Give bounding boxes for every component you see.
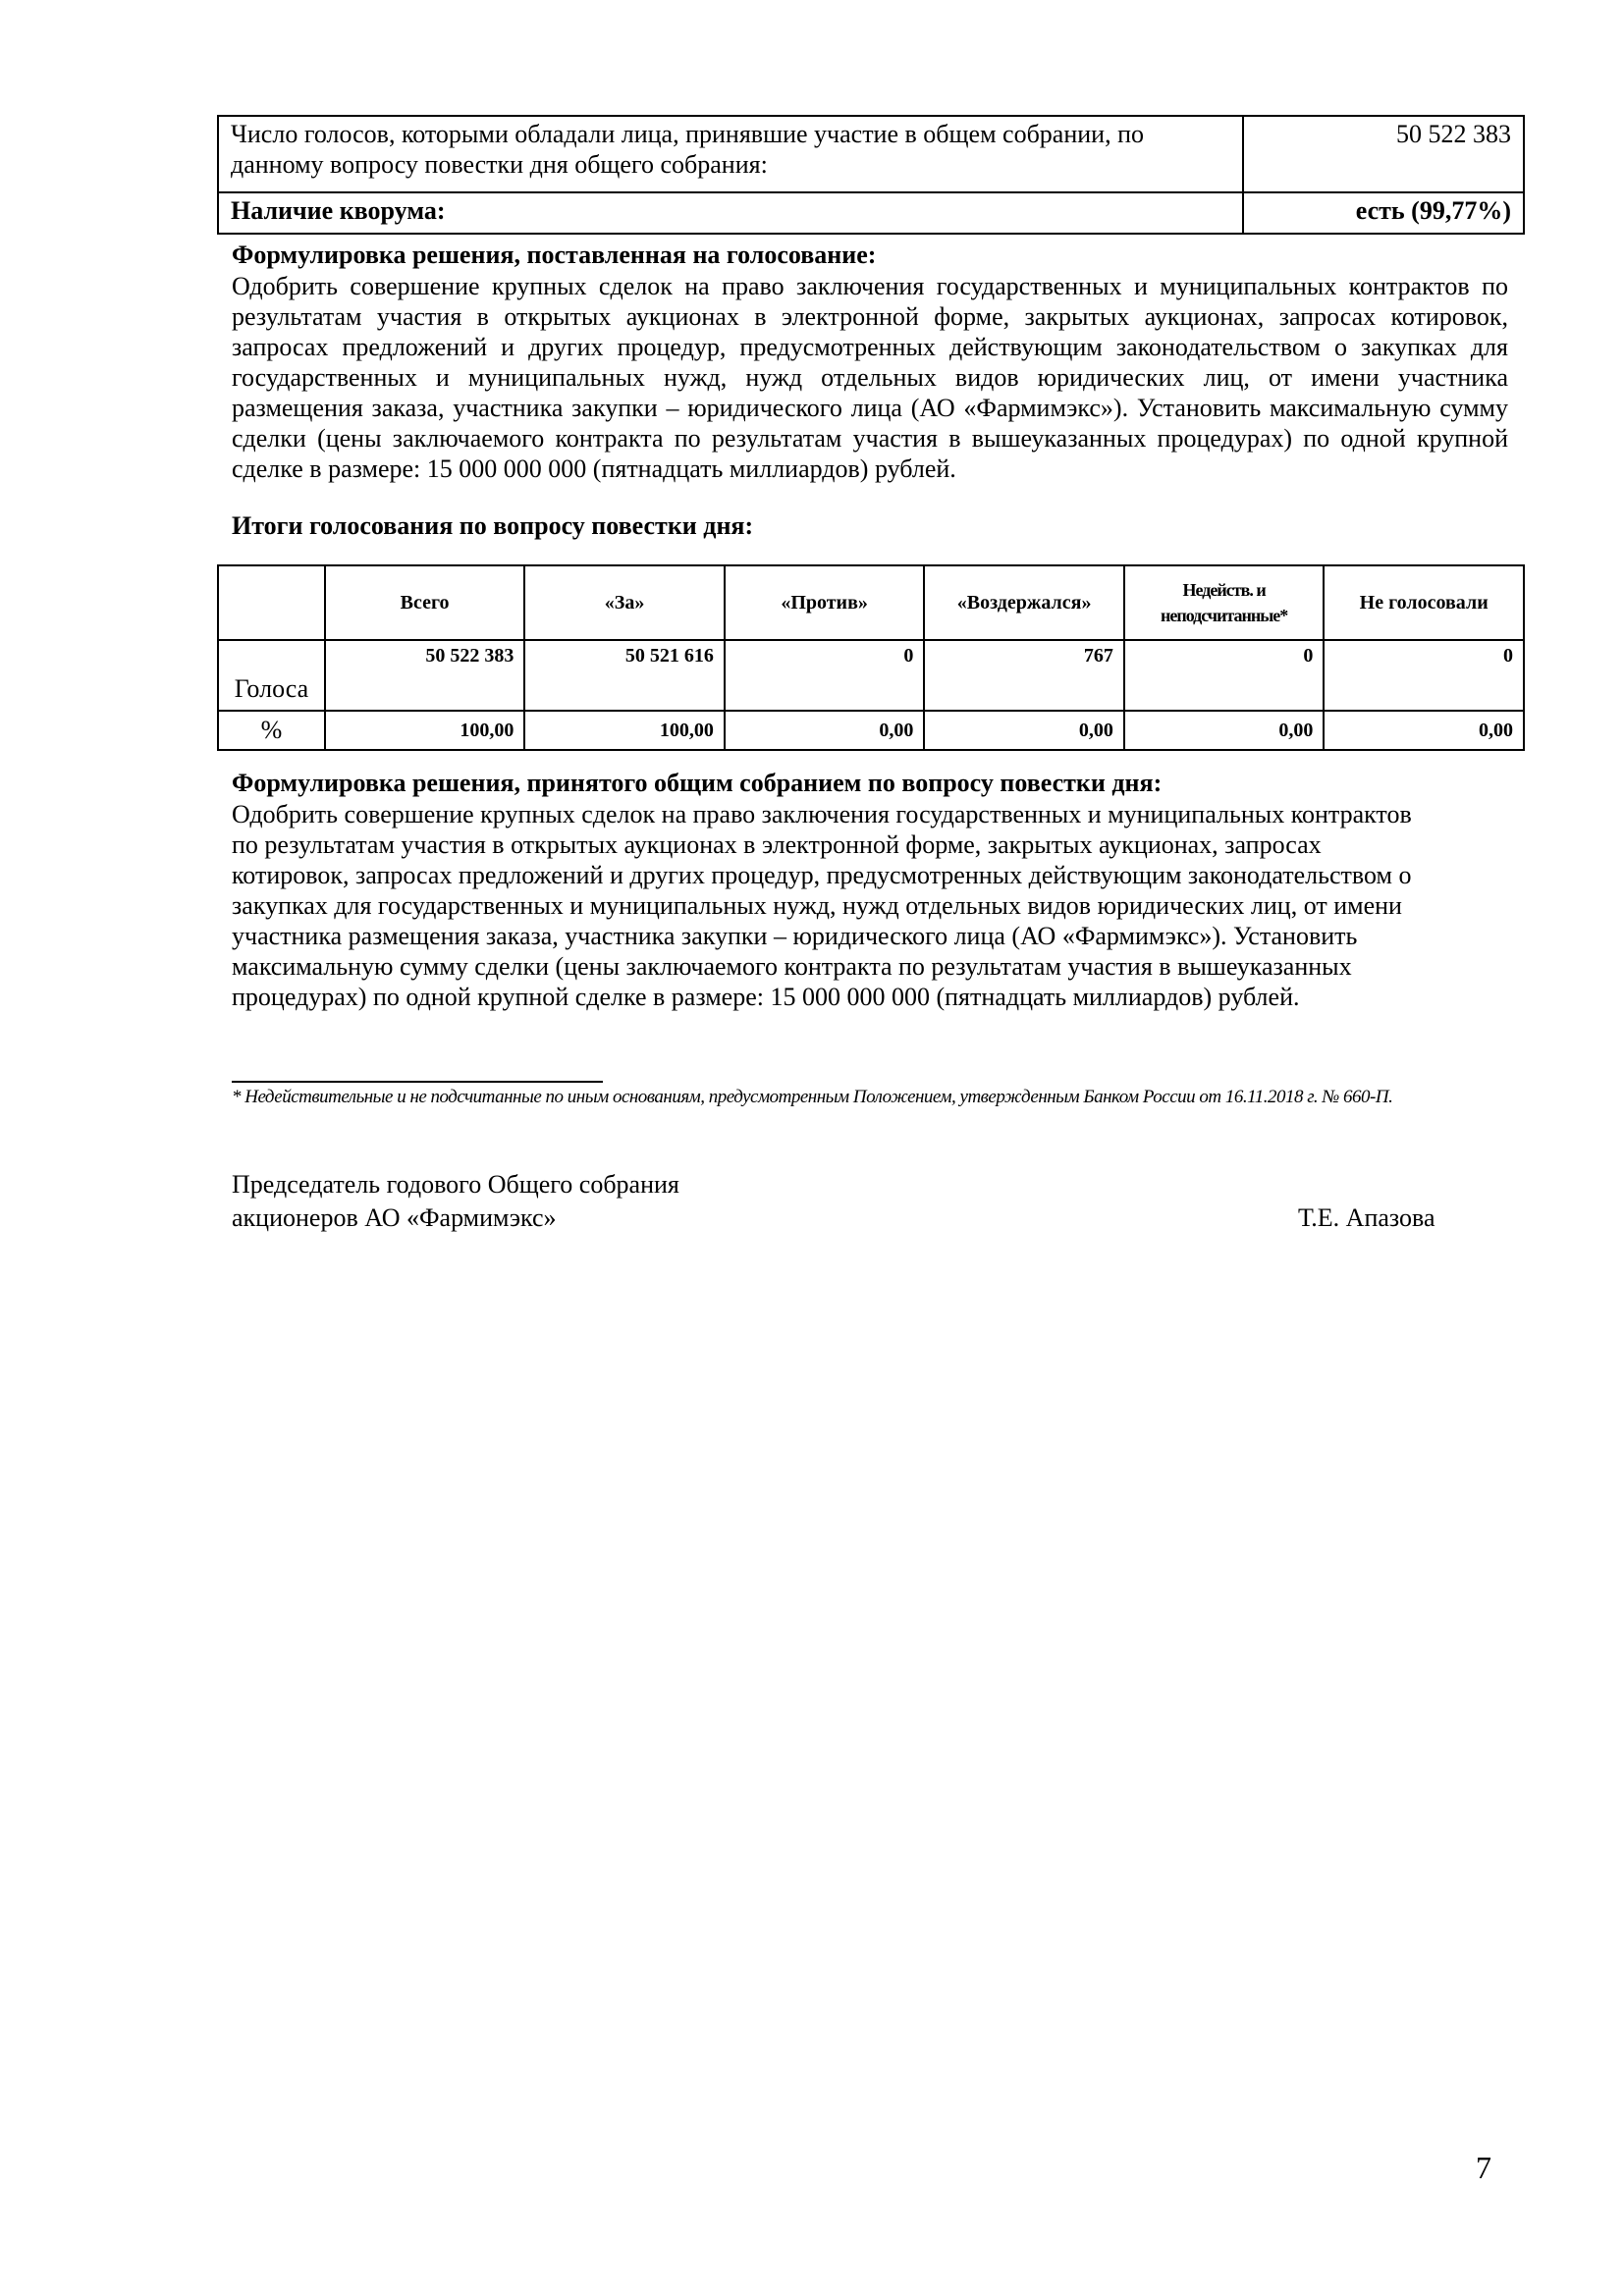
percent-for: 100,00 — [524, 711, 725, 750]
header-for: «За» — [524, 565, 725, 640]
votes-count-label: Число голосов, которыми обладали лица, принявшие участие в общем собрании, по данному вопросу повестки дня общего собрания: — [218, 116, 1243, 192]
adopted-decision-heading: Формулировка решения, принятого общим собранием по вопросу повестки дня: — [232, 769, 1163, 797]
percent-row-label: % — [218, 711, 325, 750]
votes-not-voted: 0 — [1324, 640, 1524, 711]
header-empty — [218, 565, 325, 640]
votes-invalid: 0 — [1124, 640, 1325, 711]
adopted-text-line: Одобрить совершение крупных сделок на право заключения государственных и муниципальных контрактов — [232, 800, 1412, 828]
quorum-label: Наличие кворума: — [218, 192, 1243, 234]
quorum-table — [217, 115, 1525, 235]
header-total: Всего — [325, 565, 525, 640]
table-header-row — [218, 565, 1524, 640]
percent-not-voted: 0,00 — [1324, 711, 1524, 750]
signer-title-line: Председатель годового Общего собрания — [232, 1170, 679, 1199]
adopted-decision-text — [232, 799, 1508, 1012]
quorum-row — [218, 192, 1524, 234]
votes-against: 0 — [725, 640, 925, 711]
footnote-separator — [232, 1081, 603, 1083]
votes-total: 50 522 383 — [325, 640, 525, 711]
proposed-decision-text: Одобрить совершение крупных сделок на право заключения государственных и муниципальных контрактов по результатам участия в открытых аукционах в электронной форме, закрытых аукционах, запросах котировок, запросах предложений и других процедур, предусмотренных действующим законодательством о закупках для государственных и муниципальных нужд, нужд отдельных видов юридических лиц, от имени участника размещения заказа, участника закупки – юридического лица (АО «Фармимэкс»). Установить максимальную сумму сделки (цены заключаемого контракта по результатам участия в вышеуказанных процедурах) по одной крупной сделке в размере: 15 000 000 000 (пятнадцать миллиардов) рублей. — [232, 272, 1508, 483]
header-against: «Против» — [725, 565, 925, 640]
table-row — [218, 711, 1524, 750]
votes-count-row — [218, 116, 1524, 192]
percent-invalid: 0,00 — [1124, 711, 1325, 750]
voting-results-heading: Итоги голосования по вопросу повестки дня: — [232, 511, 754, 540]
quorum-value: есть (99,77%) — [1243, 192, 1524, 234]
voting-results-table — [217, 564, 1525, 751]
adopted-text-line: участника размещения заказа, участника закупки – юридического лица (АО «Фармимэкс»). Установить — [232, 922, 1358, 950]
page-number: 7 — [1476, 2150, 1491, 2185]
votes-abstained: 767 — [924, 640, 1124, 711]
proposed-decision-heading: Формулировка решения, поставленная на голосование: — [232, 240, 877, 269]
votes-row-label: Голоса — [218, 640, 325, 711]
adopted-text-line: по результатам участия в открытых аукционах в электронной форме, закрытых аукционах, запросах — [232, 830, 1322, 859]
table-row — [218, 640, 1524, 711]
signer-title — [232, 1168, 679, 1235]
header-abstained: «Воздержался» — [924, 565, 1124, 640]
signer-title-line: акционеров АО «Фармимэкс» — [232, 1203, 557, 1232]
footnote: * Недействительные и не подсчитанные по иным основаниям, предусмотренным Положением, утвержденным Банком России от 16.11.2018 г. № 660-П. — [232, 1087, 1393, 1107]
votes-for: 50 521 616 — [524, 640, 725, 711]
percent-total: 100,00 — [325, 711, 525, 750]
percent-abstained: 0,00 — [924, 711, 1124, 750]
header-not-voted: Не голосовали — [1324, 565, 1524, 640]
votes-count-value: 50 522 383 — [1243, 116, 1524, 192]
signer-name: Т.Е. Апазова — [1298, 1203, 1435, 1232]
adopted-text-line: максимальную сумму сделки (цены заключаемого контракта по результатам участия в вышеуказанных — [232, 952, 1352, 981]
header-invalid: Недейств. и неподсчитанные* — [1124, 565, 1325, 640]
adopted-text-line: котировок, запросах предложений и других процедур, предусмотренных действующим законодательством о — [232, 861, 1412, 889]
adopted-text-line: закупках для государственных и муниципальных нужд, нужд отдельных видов юридических лиц, от имени — [232, 891, 1402, 920]
percent-against: 0,00 — [725, 711, 925, 750]
adopted-text-line: процедурах) по одной крупной сделке в размере: 15 000 000 000 (пятнадцать миллиардов) рублей. — [232, 983, 1300, 1011]
